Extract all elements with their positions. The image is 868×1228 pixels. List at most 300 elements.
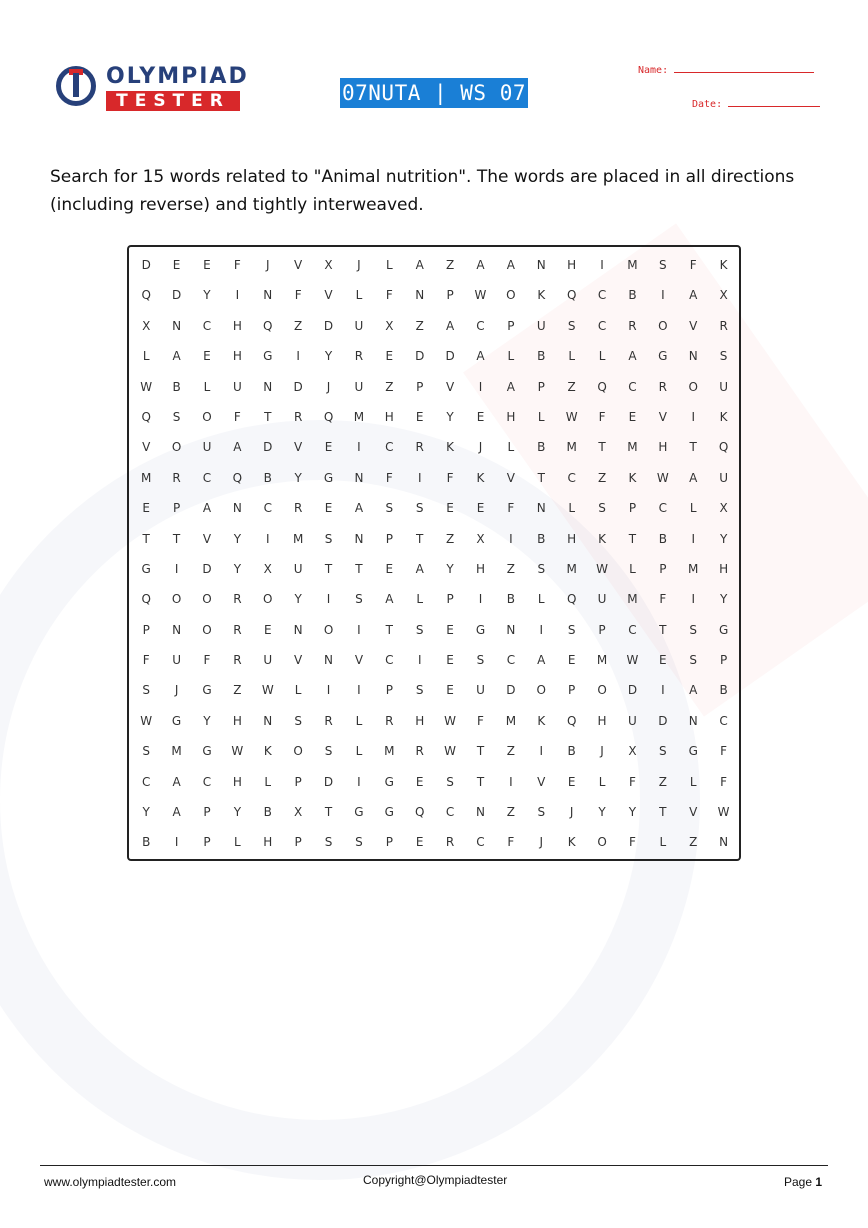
grid-letter[interactable]: J: [326, 379, 331, 394]
grid-letter[interactable]: R: [324, 713, 333, 728]
grid-letter[interactable]: B: [628, 288, 637, 303]
grid-letter[interactable]: T: [264, 409, 272, 424]
grid-letter[interactable]: Z: [233, 683, 242, 698]
grid-letter[interactable]: X: [628, 744, 637, 759]
grid-letter[interactable]: U: [719, 379, 729, 394]
grid-letter[interactable]: U: [293, 561, 303, 576]
grid-letter[interactable]: D: [627, 683, 638, 698]
grid-letter[interactable]: Y: [233, 531, 242, 546]
grid-letter[interactable]: H: [567, 531, 577, 546]
grid-letter[interactable]: T: [324, 561, 333, 576]
grid-letter[interactable]: P: [719, 653, 728, 668]
grid-letter[interactable]: G: [202, 744, 212, 759]
grid-letter[interactable]: J: [265, 258, 270, 272]
grid-letter[interactable]: I: [600, 258, 604, 272]
grid-letter[interactable]: O: [536, 683, 546, 698]
grid-letter[interactable]: Z: [506, 744, 515, 759]
grid-letter[interactable]: C: [385, 440, 394, 455]
grid-letter[interactable]: G: [263, 349, 273, 364]
grid-letter[interactable]: G: [354, 805, 364, 820]
grid-letter[interactable]: U: [354, 379, 364, 394]
grid-letter[interactable]: U: [172, 653, 181, 668]
grid-letter[interactable]: A: [689, 683, 698, 698]
grid-letter[interactable]: L: [264, 774, 272, 789]
grid-letter[interactable]: P: [507, 318, 515, 333]
grid-letter[interactable]: O: [171, 592, 182, 607]
grid-letter[interactable]: U: [597, 592, 607, 607]
grid-letter[interactable]: Q: [232, 470, 243, 485]
grid-letter[interactable]: I: [174, 835, 179, 850]
grid-letter[interactable]: N: [172, 622, 182, 637]
grid-letter[interactable]: I: [265, 531, 270, 546]
grid-letter[interactable]: C: [202, 774, 212, 789]
grid-letter[interactable]: O: [597, 835, 607, 850]
grid-letter[interactable]: Z: [415, 318, 424, 333]
grid-letter[interactable]: C: [202, 470, 212, 485]
grid-letter[interactable]: R: [415, 440, 424, 455]
grid-letter[interactable]: E: [446, 501, 454, 516]
grid-letter[interactable]: W: [717, 805, 730, 820]
grid-letter[interactable]: P: [385, 835, 393, 850]
grid-letter[interactable]: H: [567, 258, 577, 272]
grid-letter[interactable]: Q: [566, 592, 577, 607]
name-field[interactable]: [638, 64, 814, 76]
grid-letter[interactable]: Z: [445, 531, 455, 546]
grid-letter[interactable]: K: [537, 288, 546, 303]
grid-letter[interactable]: F: [598, 409, 606, 424]
grid-letter[interactable]: L: [537, 409, 545, 424]
grid-letter[interactable]: K: [719, 409, 728, 424]
grid-letter[interactable]: N: [688, 349, 698, 364]
grid-letter[interactable]: A: [506, 379, 515, 394]
grid-letter[interactable]: N: [263, 288, 273, 303]
grid-letter[interactable]: O: [263, 592, 273, 607]
grid-letter[interactable]: R: [415, 744, 424, 759]
grid-letter[interactable]: S: [476, 653, 485, 668]
grid-letter[interactable]: I: [691, 592, 695, 607]
grid-letter[interactable]: N: [536, 258, 546, 272]
grid-letter[interactable]: T: [324, 805, 333, 820]
grid-letter[interactable]: S: [294, 713, 302, 728]
grid-letter[interactable]: P: [203, 805, 211, 820]
grid-letter[interactable]: K: [628, 470, 637, 485]
grid-letter[interactable]: I: [357, 774, 361, 789]
grid-letter[interactable]: I: [417, 653, 422, 668]
grid-letter[interactable]: F: [689, 258, 697, 272]
grid-letter[interactable]: V: [202, 531, 212, 546]
grid-letter[interactable]: N: [506, 622, 516, 637]
grid-letter[interactable]: E: [446, 622, 454, 637]
grid-letter[interactable]: Z: [385, 379, 394, 394]
grid-letter[interactable]: X: [324, 258, 333, 272]
grid-letter[interactable]: M: [627, 258, 638, 272]
grid-letter[interactable]: D: [141, 258, 151, 272]
grid-letter[interactable]: R: [293, 501, 303, 516]
grid-letter[interactable]: C: [476, 318, 485, 333]
grid-letter[interactable]: V: [294, 653, 303, 668]
grid-letter[interactable]: N: [232, 501, 242, 516]
grid-letter[interactable]: J: [174, 683, 179, 698]
grid-letter[interactable]: A: [172, 774, 181, 789]
grid-letter[interactable]: S: [142, 744, 150, 759]
grid-letter[interactable]: T: [659, 805, 667, 820]
grid-letter[interactable]: T: [598, 440, 606, 455]
grid-letter[interactable]: A: [233, 440, 242, 455]
grid-letter[interactable]: F: [385, 288, 393, 303]
grid-letter[interactable]: S: [415, 622, 424, 637]
grid-letter[interactable]: M: [505, 713, 517, 728]
grid-letter[interactable]: I: [691, 409, 695, 424]
grid-letter[interactable]: Q: [414, 805, 425, 820]
grid-letter[interactable]: G: [658, 349, 668, 364]
grid-letter[interactable]: G: [384, 774, 394, 789]
grid-letter[interactable]: I: [326, 592, 331, 607]
grid-letter[interactable]: L: [537, 592, 545, 607]
grid-letter[interactable]: P: [416, 379, 424, 394]
grid-letter[interactable]: Q: [141, 592, 151, 607]
grid-letter[interactable]: S: [324, 744, 333, 759]
grid-letter[interactable]: T: [537, 470, 545, 485]
grid-letter[interactable]: C: [385, 653, 394, 668]
grid-letter[interactable]: H: [506, 409, 516, 424]
grid-letter[interactable]: H: [384, 409, 394, 424]
grid-letter[interactable]: X: [385, 318, 394, 333]
grid-letter[interactable]: F: [659, 592, 667, 607]
grid-letter[interactable]: S: [446, 774, 454, 789]
grid-letter[interactable]: R: [385, 713, 394, 728]
grid-letter[interactable]: R: [293, 409, 303, 424]
grid-letter[interactable]: Y: [719, 592, 728, 607]
grid-letter[interactable]: G: [171, 713, 182, 728]
grid-letter[interactable]: P: [598, 622, 606, 637]
grid-letter[interactable]: F: [233, 409, 241, 424]
grid-letter[interactable]: P: [568, 683, 576, 698]
grid-letter[interactable]: W: [140, 379, 153, 394]
grid-letter[interactable]: B: [567, 744, 576, 759]
grid-letter[interactable]: F: [720, 744, 728, 759]
grid-letter[interactable]: J: [357, 258, 361, 272]
grid-letter[interactable]: Q: [263, 318, 273, 333]
grid-letter[interactable]: I: [539, 744, 544, 759]
grid-letter[interactable]: M: [566, 440, 577, 455]
grid-letter[interactable]: Y: [628, 805, 637, 820]
grid-letter[interactable]: E: [446, 683, 454, 698]
date-line[interactable]: [728, 98, 820, 107]
grid-letter[interactable]: C: [658, 501, 668, 516]
grid-letter[interactable]: K: [476, 470, 485, 485]
grid-letter[interactable]: I: [326, 683, 331, 698]
grid-letter[interactable]: F: [385, 470, 393, 485]
grid-letter[interactable]: H: [263, 835, 273, 850]
grid-letter[interactable]: P: [142, 622, 150, 637]
grid-letter[interactable]: V: [689, 318, 698, 333]
grid-letter[interactable]: B: [537, 440, 546, 455]
grid-letter[interactable]: B: [719, 683, 728, 698]
grid-letter[interactable]: F: [507, 835, 515, 850]
grid-letter[interactable]: P: [537, 379, 545, 394]
grid-letter[interactable]: E: [476, 501, 485, 516]
grid-letter[interactable]: R: [719, 318, 728, 333]
grid-letter[interactable]: I: [661, 683, 665, 698]
grid-letter[interactable]: I: [661, 288, 665, 303]
grid-letter[interactable]: E: [385, 561, 394, 576]
grid-letter[interactable]: C: [628, 622, 637, 637]
grid-letter[interactable]: I: [357, 622, 361, 637]
grid-letter[interactable]: L: [507, 349, 515, 364]
grid-letter[interactable]: U: [232, 379, 242, 394]
grid-letter[interactable]: P: [203, 835, 211, 850]
grid-letter[interactable]: M: [384, 744, 395, 759]
grid-letter[interactable]: S: [355, 592, 363, 607]
grid-letter[interactable]: M: [596, 653, 608, 668]
grid-letter[interactable]: G: [688, 744, 698, 759]
grid-letter[interactable]: N: [476, 805, 485, 820]
grid-letter[interactable]: R: [445, 835, 455, 850]
grid-letter[interactable]: J: [539, 835, 544, 850]
grid-letter[interactable]: A: [172, 805, 181, 820]
grid-letter[interactable]: V: [689, 805, 698, 820]
grid-letter[interactable]: F: [294, 288, 302, 303]
grid-letter[interactable]: N: [324, 653, 334, 668]
grid-letter[interactable]: B: [537, 349, 546, 364]
grid-letter[interactable]: A: [689, 288, 698, 303]
grid-letter[interactable]: Y: [142, 805, 150, 820]
grid-letter[interactable]: Y: [446, 409, 454, 424]
grid-letter[interactable]: S: [659, 744, 667, 759]
grid-letter[interactable]: H: [719, 561, 729, 576]
grid-letter[interactable]: C: [506, 653, 516, 668]
grid-letter[interactable]: Z: [445, 258, 455, 272]
grid-letter[interactable]: Y: [719, 531, 728, 546]
grid-letter[interactable]: N: [172, 318, 182, 333]
grid-letter[interactable]: A: [628, 349, 637, 364]
grid-letter[interactable]: I: [174, 561, 179, 576]
grid-letter[interactable]: O: [688, 379, 698, 394]
grid-letter[interactable]: Z: [506, 561, 515, 576]
grid-letter[interactable]: X: [476, 531, 485, 546]
grid-letter[interactable]: S: [324, 835, 333, 850]
grid-letter[interactable]: Y: [233, 805, 242, 820]
grid-letter[interactable]: U: [719, 470, 729, 485]
grid-letter[interactable]: S: [142, 683, 150, 698]
grid-letter[interactable]: N: [415, 288, 425, 303]
grid-letter[interactable]: K: [537, 713, 546, 728]
grid-letter[interactable]: D: [415, 349, 425, 364]
grid-letter[interactable]: C: [597, 318, 607, 333]
grid-letter[interactable]: B: [142, 835, 151, 850]
grid-letter[interactable]: U: [536, 318, 546, 333]
grid-letter[interactable]: K: [598, 531, 606, 546]
grid-letter[interactable]: C: [202, 318, 212, 333]
grid-letter[interactable]: O: [202, 592, 212, 607]
grid-letter[interactable]: S: [537, 805, 546, 820]
grid-letter[interactable]: E: [142, 501, 150, 516]
grid-letter[interactable]: L: [568, 349, 575, 364]
grid-letter[interactable]: Y: [324, 349, 333, 364]
grid-letter[interactable]: O: [171, 440, 182, 455]
grid-letter[interactable]: Y: [203, 288, 211, 303]
grid-letter[interactable]: M: [627, 440, 638, 455]
grid-letter[interactable]: Q: [141, 409, 151, 424]
grid-letter[interactable]: B: [263, 805, 272, 820]
grid-letter[interactable]: G: [475, 622, 486, 637]
grid-letter[interactable]: B: [263, 470, 272, 485]
grid-letter[interactable]: F: [628, 774, 636, 789]
grid-letter[interactable]: U: [628, 713, 637, 728]
grid-letter[interactable]: M: [353, 409, 365, 424]
grid-letter[interactable]: K: [263, 744, 272, 759]
grid-letter[interactable]: S: [567, 318, 576, 333]
grid-letter[interactable]: B: [537, 531, 546, 546]
grid-letter[interactable]: M: [627, 592, 638, 607]
grid-letter[interactable]: D: [445, 349, 455, 364]
grid-letter[interactable]: D: [263, 440, 273, 455]
grid-letter[interactable]: A: [689, 470, 698, 485]
grid-letter[interactable]: P: [172, 501, 181, 516]
grid-letter[interactable]: E: [203, 258, 211, 272]
grid-letter[interactable]: A: [506, 258, 515, 272]
grid-letter[interactable]: V: [658, 409, 667, 424]
grid-letter[interactable]: A: [172, 349, 181, 364]
grid-letter[interactable]: E: [385, 349, 394, 364]
grid-letter[interactable]: D: [323, 774, 334, 789]
grid-letter[interactable]: N: [688, 713, 698, 728]
grid-letter[interactable]: S: [598, 501, 606, 516]
grid-letter[interactable]: H: [232, 774, 242, 789]
grid-letter[interactable]: V: [294, 258, 303, 272]
grid-letter[interactable]: S: [355, 835, 363, 850]
grid-letter[interactable]: P: [385, 531, 393, 546]
grid-letter[interactable]: F: [203, 653, 211, 668]
grid-letter[interactable]: G: [384, 805, 394, 820]
grid-letter[interactable]: D: [323, 318, 334, 333]
grid-letter[interactable]: S: [567, 622, 576, 637]
grid-letter[interactable]: W: [231, 744, 244, 759]
grid-letter[interactable]: H: [475, 561, 485, 576]
grid-letter[interactable]: N: [719, 835, 729, 850]
grid-letter[interactable]: G: [141, 561, 151, 576]
grid-letter[interactable]: M: [688, 561, 699, 576]
grid-letter[interactable]: N: [354, 531, 364, 546]
grid-letter[interactable]: W: [596, 561, 608, 576]
grid-letter[interactable]: Y: [598, 805, 606, 820]
grid-letter[interactable]: O: [658, 318, 668, 333]
grid-letter[interactable]: G: [718, 622, 729, 637]
grid-letter[interactable]: C: [567, 470, 576, 485]
grid-letter[interactable]: N: [536, 501, 546, 516]
grid-letter[interactable]: Q: [597, 379, 607, 394]
grid-letter[interactable]: E: [172, 258, 181, 272]
grid-letter[interactable]: C: [142, 774, 151, 789]
grid-letter[interactable]: S: [415, 501, 424, 516]
grid-letter[interactable]: L: [689, 774, 697, 789]
grid-letter[interactable]: J: [569, 805, 574, 820]
grid-letter[interactable]: C: [628, 379, 637, 394]
grid-letter[interactable]: O: [293, 744, 303, 759]
grid-letter[interactable]: D: [293, 379, 303, 394]
grid-letter[interactable]: Q: [718, 440, 729, 455]
grid-letter[interactable]: T: [355, 561, 363, 576]
grid-letter[interactable]: N: [263, 379, 273, 394]
grid-letter[interactable]: R: [658, 379, 667, 394]
grid-letter[interactable]: A: [202, 501, 212, 516]
grid-letter[interactable]: A: [476, 349, 485, 364]
grid-letter[interactable]: L: [568, 501, 575, 516]
grid-letter[interactable]: P: [446, 592, 454, 607]
grid-letter[interactable]: T: [172, 531, 181, 546]
grid-letter[interactable]: I: [417, 470, 422, 485]
grid-letter[interactable]: N: [293, 622, 303, 637]
grid-letter[interactable]: T: [476, 774, 485, 789]
grid-letter[interactable]: F: [446, 470, 454, 485]
grid-letter[interactable]: P: [294, 774, 302, 789]
grid-letter[interactable]: J: [600, 744, 604, 759]
grid-letter[interactable]: I: [478, 379, 483, 394]
grid-letter[interactable]: I: [235, 288, 240, 303]
grid-letter[interactable]: T: [659, 622, 667, 637]
grid-letter[interactable]: V: [142, 440, 151, 455]
grid-letter[interactable]: D: [202, 561, 212, 576]
grid-letter[interactable]: Z: [294, 318, 303, 333]
grid-letter[interactable]: Y: [294, 592, 302, 607]
grid-letter[interactable]: X: [263, 561, 272, 576]
grid-letter[interactable]: W: [444, 713, 457, 728]
grid-letter[interactable]: U: [202, 440, 212, 455]
grid-letter[interactable]: E: [203, 349, 211, 364]
grid-letter[interactable]: L: [355, 713, 363, 728]
grid-letter[interactable]: R: [233, 592, 242, 607]
grid-letter[interactable]: Q: [566, 288, 577, 303]
grid-letter[interactable]: D: [506, 683, 516, 698]
grid-letter[interactable]: T: [142, 531, 150, 546]
grid-letter[interactable]: C: [445, 805, 455, 820]
grid-letter[interactable]: Q: [566, 713, 577, 728]
grid-letter[interactable]: I: [296, 349, 300, 364]
grid-letter[interactable]: A: [415, 258, 424, 272]
grid-letter[interactable]: T: [416, 531, 424, 546]
grid-letter[interactable]: S: [385, 501, 394, 516]
grid-letter[interactable]: E: [628, 409, 637, 424]
grid-letter[interactable]: N: [354, 470, 364, 485]
grid-letter[interactable]: T: [689, 440, 697, 455]
grid-letter[interactable]: X: [142, 318, 151, 333]
grid-letter[interactable]: R: [233, 653, 242, 668]
grid-letter[interactable]: Q: [141, 288, 151, 303]
grid-letter[interactable]: A: [476, 258, 485, 272]
grid-letter[interactable]: A: [354, 501, 364, 516]
grid-letter[interactable]: E: [446, 653, 454, 668]
grid-letter[interactable]: W: [140, 713, 153, 728]
grid-letter[interactable]: G: [202, 683, 212, 698]
grid-letter[interactable]: I: [509, 531, 513, 546]
grid-letter[interactable]: V: [294, 440, 303, 455]
grid-letter[interactable]: S: [537, 561, 546, 576]
grid-letter[interactable]: A: [537, 653, 546, 668]
grid-letter[interactable]: D: [171, 288, 182, 303]
grid-letter[interactable]: P: [446, 288, 454, 303]
grid-letter[interactable]: H: [597, 713, 607, 728]
grid-letter[interactable]: O: [202, 409, 212, 424]
grid-letter[interactable]: W: [474, 288, 487, 303]
grid-letter[interactable]: W: [656, 470, 669, 485]
grid-letter[interactable]: T: [628, 531, 637, 546]
grid-letter[interactable]: E: [415, 835, 424, 850]
grid-letter[interactable]: O: [323, 622, 334, 637]
grid-letter[interactable]: E: [415, 774, 424, 789]
grid-letter[interactable]: Q: [323, 409, 334, 424]
grid-letter[interactable]: L: [598, 349, 606, 364]
grid-letter[interactable]: O: [597, 683, 607, 698]
